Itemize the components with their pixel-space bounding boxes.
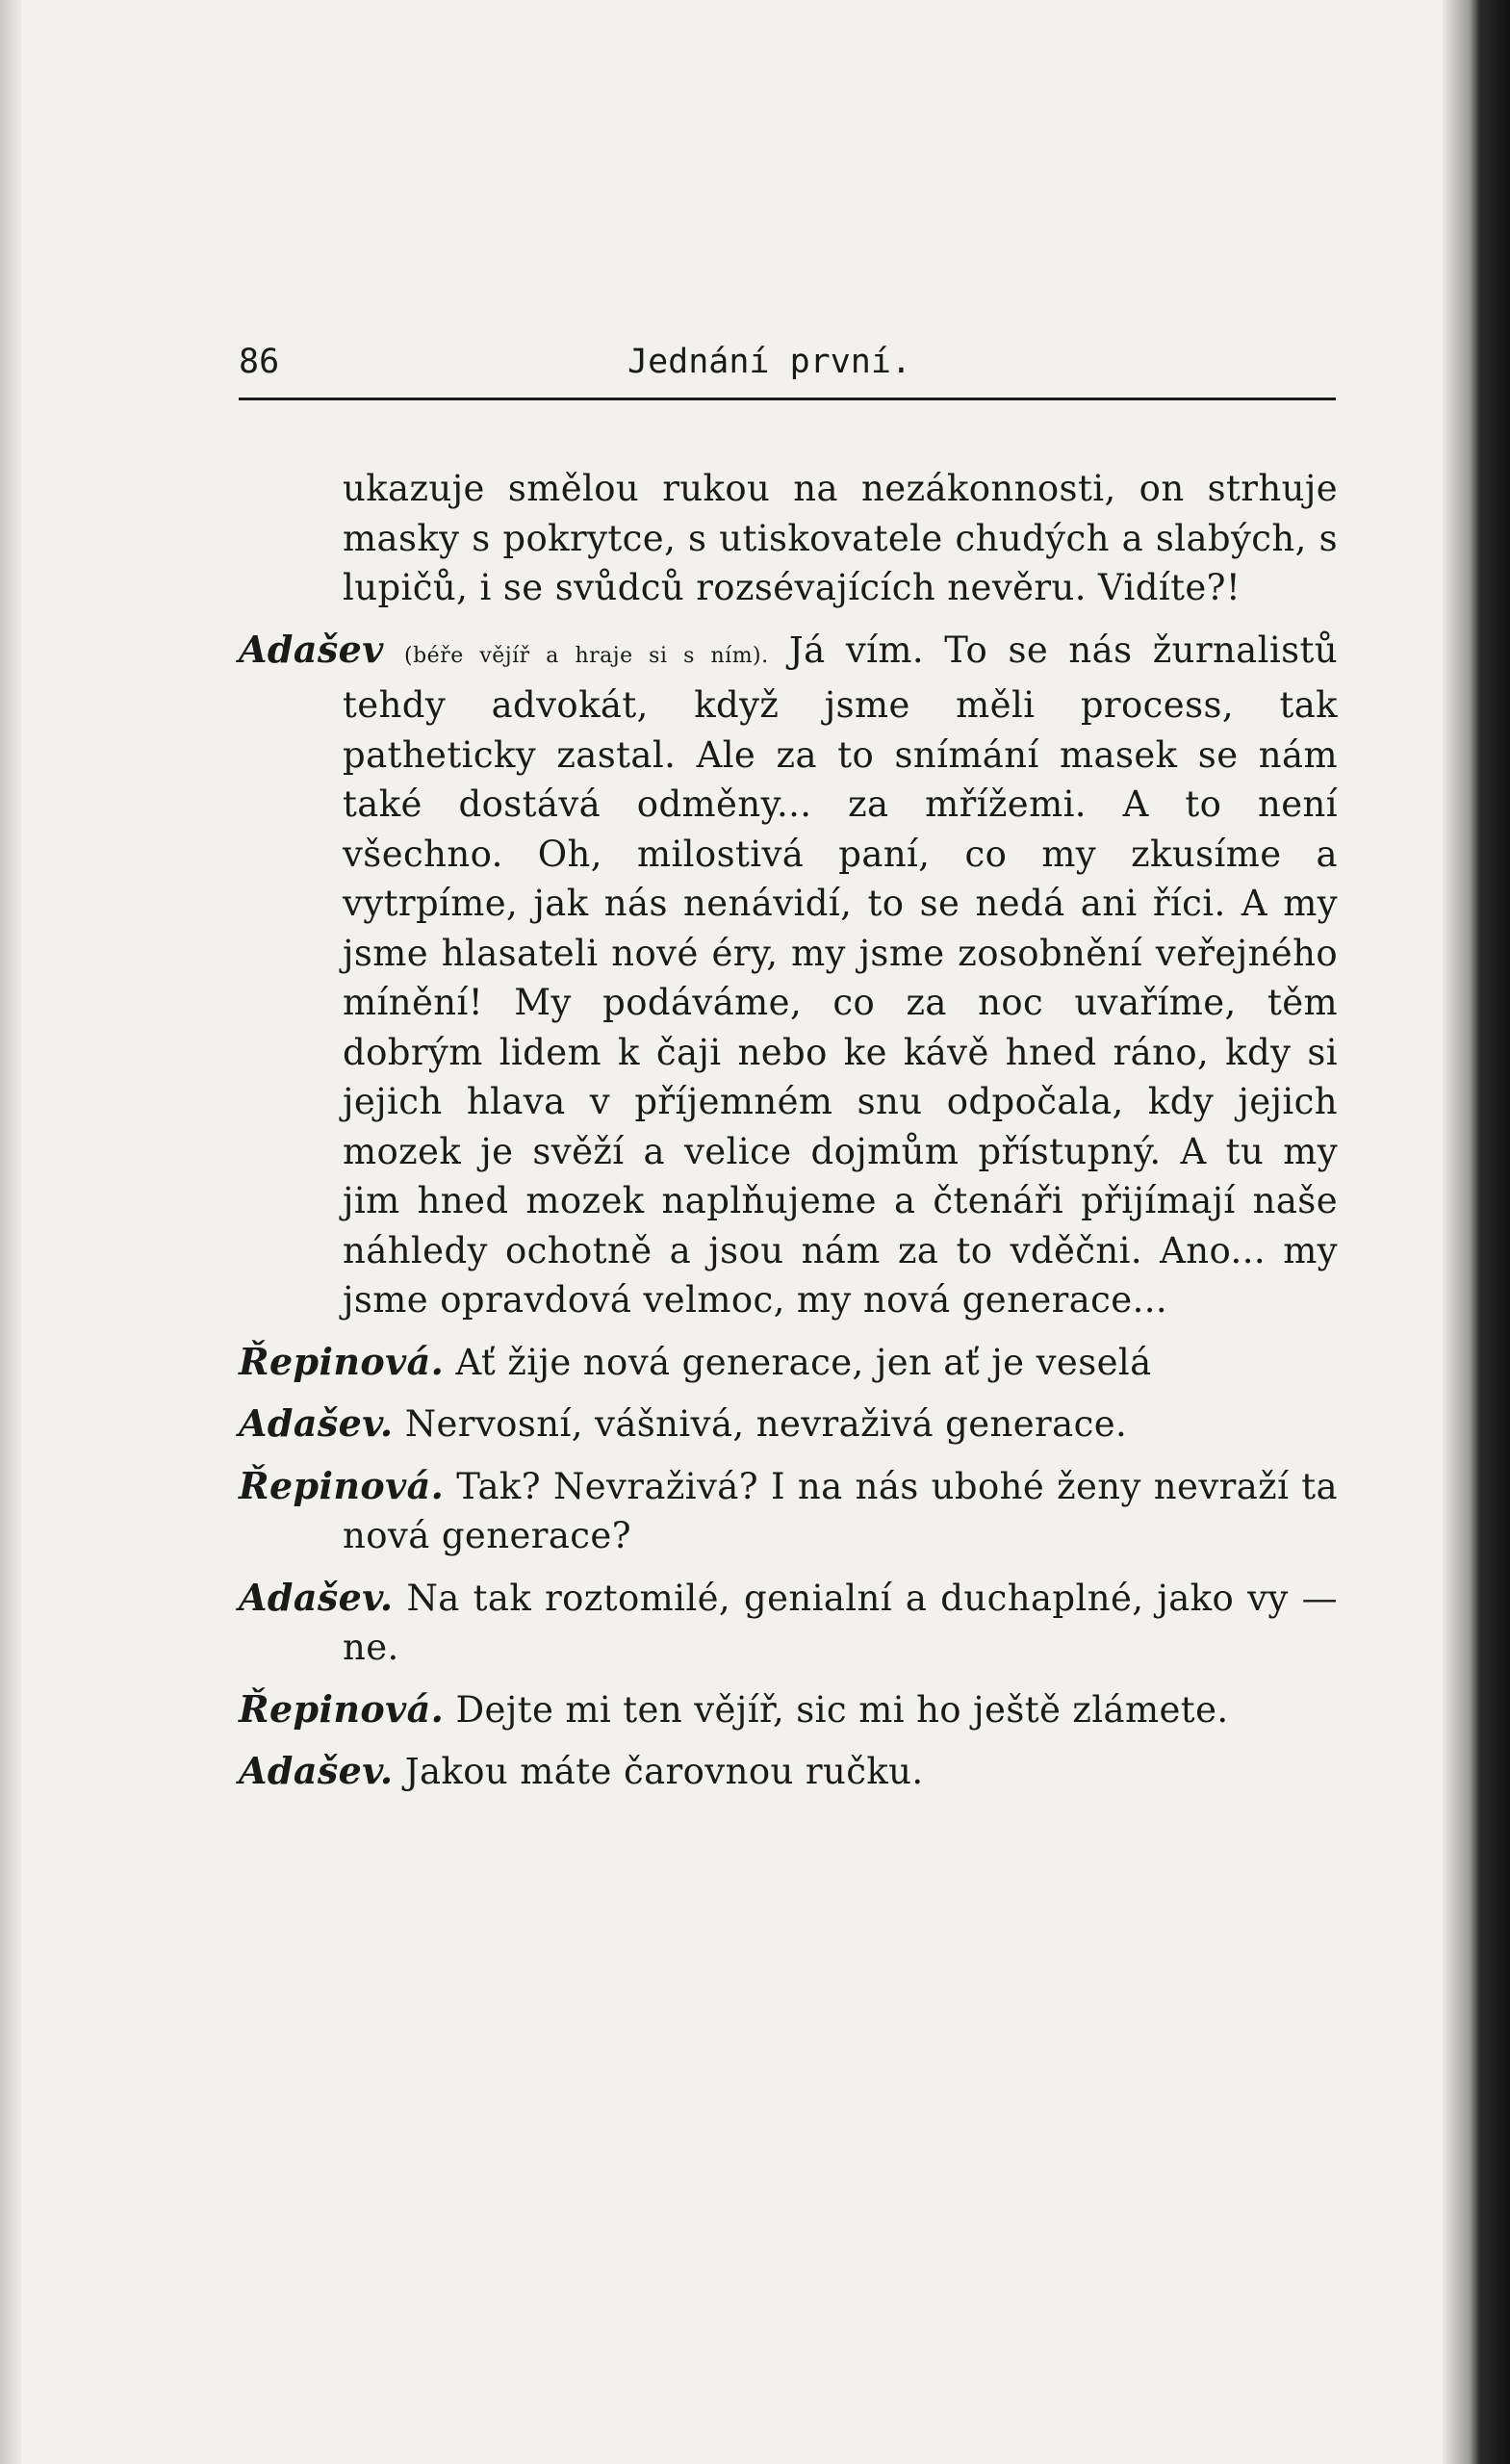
dialogue-paragraph: [239, 1684, 1338, 1735]
dialogue-text: Nervosní, vášnivá, nevraživá generace.: [404, 1403, 1128, 1445]
dialogue-text: Dejte mi ten vějíř, sic mi ho ještě zlámete.: [455, 1688, 1229, 1731]
page-edge-right: [1443, 0, 1510, 2464]
page-header: [239, 337, 1336, 391]
header-rule: [239, 398, 1336, 400]
page-body: [239, 464, 1338, 1797]
stage-direction: (béře vějíř a hraje si s ním).: [404, 643, 769, 668]
speaker-name: Řepinová.: [239, 1339, 445, 1383]
continuation-paragraph: ukazuje smělou rukou na nezákonnosti, on strhuje masky s pokrytce, s utiskovatele chudých a slabých, s lupičů, i se svůdců rozsévajících nevěru. Vidíte?!: [343, 468, 1338, 608]
dialogue-text: Ať žije nová generace, jen ať je veselá: [455, 1341, 1152, 1383]
speaker-name: Adašev.: [239, 1575, 394, 1619]
dialogue-text: Na tak roztomilé, genialní a duchaplné, jako vy — ne.: [343, 1577, 1338, 1668]
speaker-name: Adašev.: [239, 1749, 394, 1792]
running-head: Jednání první.: [627, 343, 912, 381]
dialogue-paragraph: [239, 1337, 1338, 1388]
dialogue-text: Tak? Nevraživá? I na nás ubohé ženy nevraží ta nová generace?: [343, 1465, 1338, 1556]
speaker-name: Adašev: [239, 627, 384, 671]
dialogue-paragraph: [239, 1746, 1338, 1797]
dialogue-text: Já vím. To se nás žurnalistů tehdy advokát, když jsme měli process, tak patheticky zastal. Ale za to snímání masek se nám také dostává odměny... za mřížemi. A to není všechno. Oh, milostivá paní, co my zkusíme a vytrpíme, jak nás nenávidí, to se nedá ani říci. A my jsme hlasateli nové éry, my jsme zosobnění veřejného mínění! My podáváme, co za noc uvaříme, těm dobrým lidem k čaji nebo ke kávě hned ráno, kdy si jejich hlava v příjemném snu odpočala, kdy jejich mozek je svěží a velice dojmům přístupný. A tu my jim hned mozek naplňujeme a čtenáři přijímají naše náhledy ochotně a jsou nám za to vděčni. Ano... my jsme opravdová velmoc, my nová generace...: [343, 629, 1338, 1321]
page-edge-left: [0, 0, 21, 2464]
page-number: 86: [239, 343, 280, 381]
dialogue-paragraph: [239, 1399, 1338, 1450]
dialogue-paragraph: [239, 625, 1338, 1325]
speaker-name: Adašev.: [239, 1401, 394, 1445]
speaker-name: Řepinová.: [239, 1686, 445, 1731]
dialogue-text: Jakou máte čarovnou ručku.: [404, 1751, 924, 1792]
speaker-name: Řepinová.: [239, 1463, 445, 1507]
dialogue-paragraph: [239, 1461, 1338, 1561]
dialogue-paragraph: [239, 1573, 1338, 1673]
